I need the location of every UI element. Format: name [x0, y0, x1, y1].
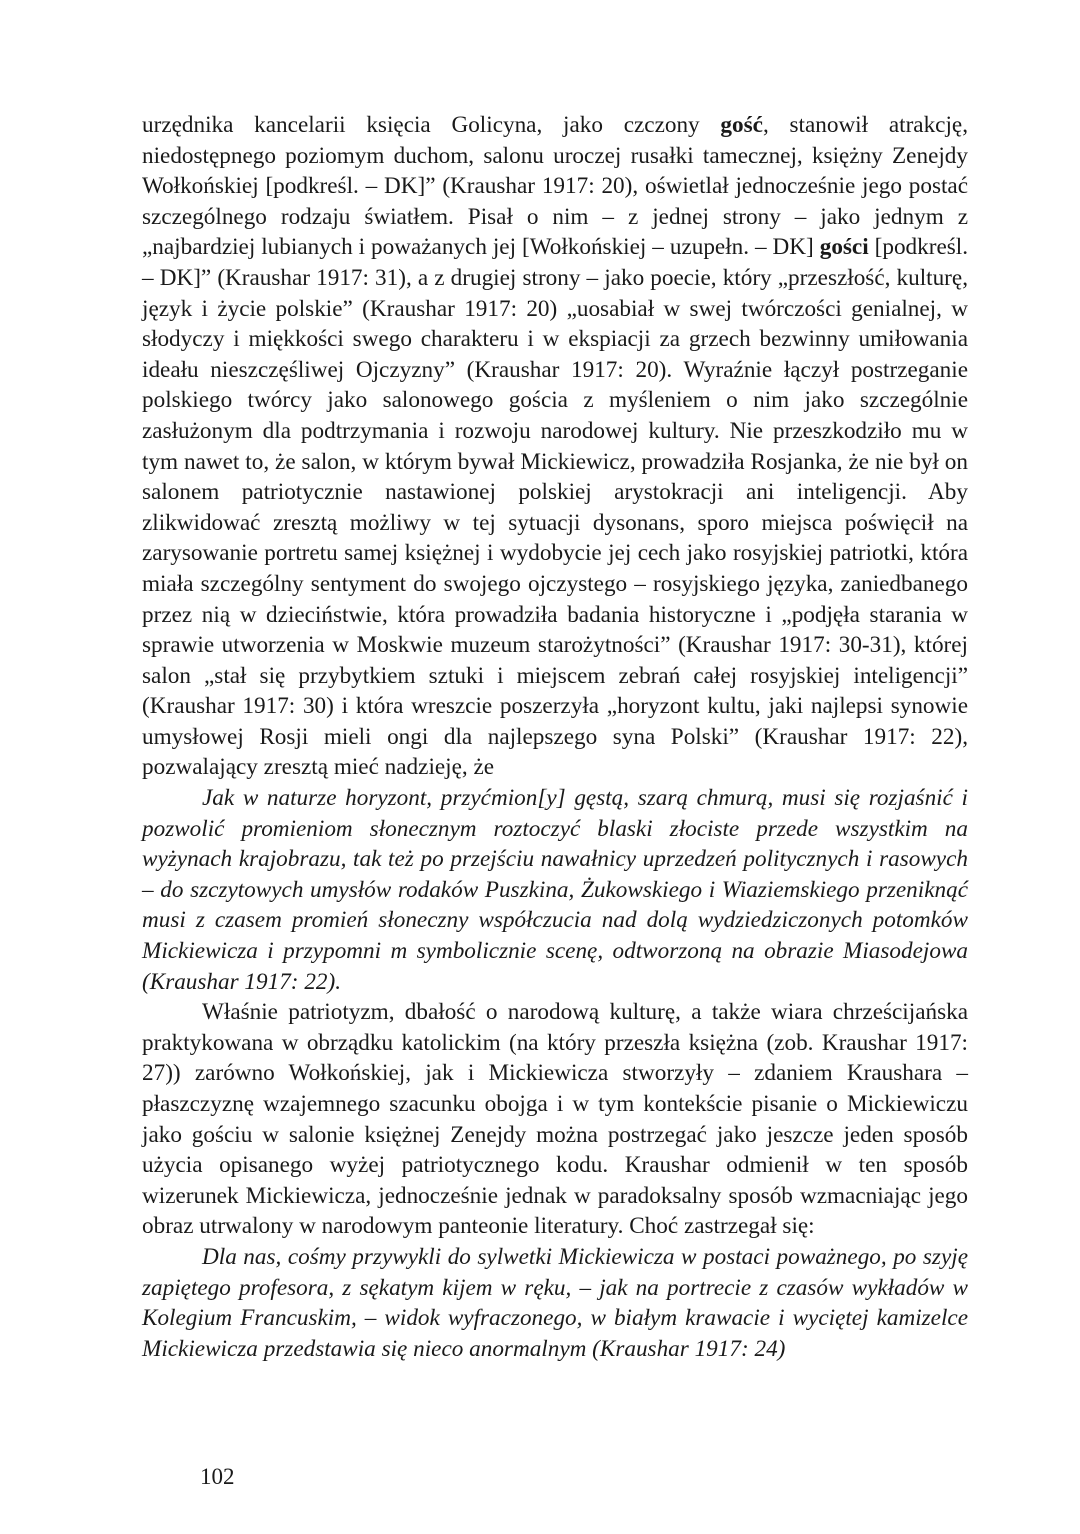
text-run: [podkreśl. – DK]” (Kraushar 1917: 31), a z drugiej strony – jako poecie, który „przeszłość, kulturę, język i życie polskie” (Kraushar 1917: 20) „uosabiał w swej twórczości genialnej, w słodyczy i miękkości swego charakteru i w ekspiacji za grzech bezwinny umiłowania ideału nieszczęśliwej Ojczyzny” (Kraushar 1917: 20). Wyraźnie łączył postrzeganie polskiego twórcy jako salonowego gościa z myśleniem o nim jako szczególnie zasłużonym dla podtrzymania i rozwoju narodowej kultury. Nie przeszkodziło mu w tym nawet to, że salon, w którym bywał Mickiewicz, prowadziła Rosjanka, że nie był on salonem patriotycznie nastawionej polskiej arystokracji ani inteligencji. Aby zlikwidować zresztą możliwy w tej sytuacji dysonans, sporo miejsca poświęcił na zarysowanie portretu samej księżnej i wydobycie jej cech jako rosyjskiej patriotki, która miała szczególny sentyment do swojego ojczystego – rosyjskiego języka, zaniedbanego przez nią w dzieciństwie, która prowadziła badania historyczne i „podjęła starania w sprawie utworzenia w Moskwie muzeum starożytności” (Kraushar 1917: 30-31), której salon „stał się przybytkiem sztuki i miejscem zebrań całej rosyjskiej inteligencji” (Kraushar 1917: 30) i która wreszcie poszerzyła „horyzont kultu, jaki najlepsi synowie umysłowej Rosji mieli ongi dla najlepszego syna Polski” (Kraushar 1917: 22), pozwalający zresztą mieć nadzieję, że [142, 234, 968, 781]
bold-term-gosc: gość [720, 112, 763, 138]
bold-term-gosci: gości [819, 234, 869, 261]
block-quote-2: Dla nas, cośmy przywykli do sylwetki Mickiewicza w postaci poważnego, po szyję zapiętego profesora, z sękatym kijem w ręku, – jak na portrecie z czasów wykładów w Kolegium Francuskim, – widok wyfraczonego, w białym krawacie i wyciętej kamizelce Mickiewicza przedstawia się nieco anormalnym (Kraushar 1917: 24) [142, 1243, 968, 1362]
paragraph-continuation [142, 110, 968, 783]
text-run: urzędnika kancelarii księcia Golicyna, jako czczony [142, 112, 721, 138]
text-run: , stanowił atrakcję, niedostępnego poziomym duchom, salonu uroczej rusałki tamecznej, księżny Zenejdy Wołkońskiej [podkreśl. – DK]” (Kraushar 1917: 20), oświetlał jednocześnie jego postać szczególnego rodzaju światłem. Pisał o nim – z jednej strony – jako jednym z „najbardziej lubianych i poważanych jej [Wołkońskiej – uzupełn. – DK] [142, 112, 968, 261]
block-quote-1: Jak w naturze horyzont, przyćmion[y] gęstą, szarą chmurą, musi się rozjaśnić i pozwolić promieniom słonecznym roztoczyć blaski złociste przede wszystkim na wyżynach krajobrazu, tak też po przejściu nawałnicy uprzedzeń politycznych i rasowych – do szczytowych umysłów rodaków Puszkina, Żukowskiego i Wiaziemskiego przeniknąć musi z czasem promień słoneczny współczucia nad dolą wydziedziczonych potomków Mickiewicza i przypomni m symbolicznie scenę, odtworzoną na obrazie Miasodejowa (Kraushar 1917: 22). [142, 785, 968, 995]
page-body [142, 110, 968, 1364]
page-number: 102 [200, 1464, 235, 1489]
paragraph-2: Właśnie patriotyzm, dbałość o narodową kulturę, a także wiara chrześcijańska praktykowana w obrządku katolickim (na który przeszła księżna (zob. Kraushar 1917: 27)) zarówno Wołkońskiej, jak i Mickiewicza stworzyły – zdaniem Kraushara – płaszczyznę wzajemnego szacunku obojga i w tym kontekście pisanie o Mickiewiczu jako gościu w salonie księżnej Zenejdy można postrzegać jako jeszcze jeden sposób użycia opisanego wyżej patriotycznego kodu. Kraushar odmienił w ten sposób wizerunek Mickiewicza, jednocześnie jednak w paradoksalny sposób wzmacniając jego obraz utrwalony w narodowym panteonie literatury. Choć zastrzegał się: [142, 999, 968, 1240]
